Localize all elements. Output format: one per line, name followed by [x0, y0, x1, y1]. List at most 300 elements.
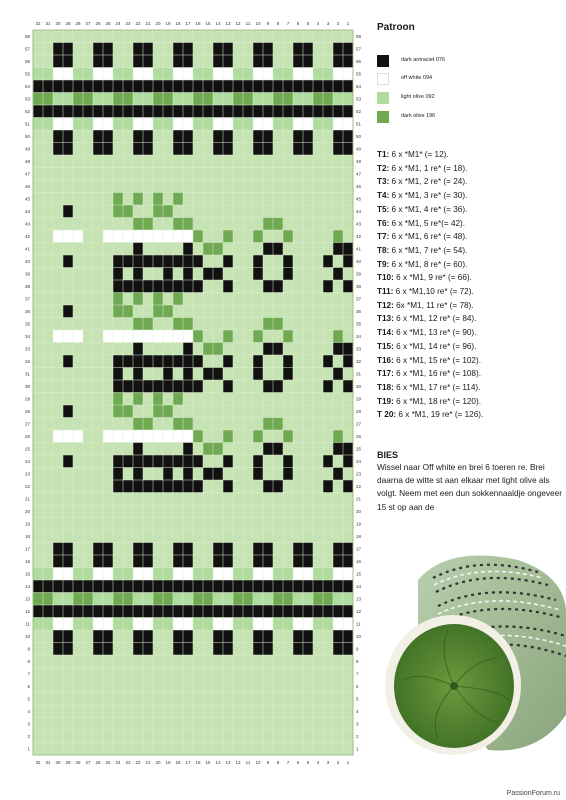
- chart-cell: [293, 605, 303, 618]
- chart-cell: [113, 618, 123, 631]
- chart-cell: [83, 105, 93, 118]
- chart-cell: [283, 268, 293, 281]
- chart-cell: [143, 543, 153, 556]
- row-number: 2: [356, 733, 359, 739]
- chart-cell: [253, 580, 263, 593]
- chart-cell: [143, 280, 153, 293]
- chart-cell: [223, 430, 233, 443]
- chart-cell: [103, 130, 113, 143]
- chart-cell: [163, 280, 173, 293]
- chart-cell: [333, 330, 343, 343]
- row-number: 8: [356, 658, 359, 664]
- chart-cell: [233, 105, 243, 118]
- chart-cell: [63, 130, 73, 143]
- row-number: 35: [356, 321, 362, 327]
- chart-cell: [213, 580, 223, 593]
- column-number: 1: [346, 760, 350, 765]
- chart-cell: [73, 105, 83, 118]
- chart-cell: [173, 555, 183, 568]
- column-number: 23: [125, 21, 131, 26]
- chart-cell: [133, 268, 143, 281]
- chart-cell: [213, 368, 223, 381]
- round-line: [377, 356, 566, 369]
- chart-cell: [213, 55, 223, 68]
- chart-cell: [233, 118, 243, 131]
- chart-cell: [293, 580, 303, 593]
- chart-cell: [173, 218, 183, 231]
- chart-cell: [213, 80, 223, 93]
- round-text: 6 x *M1, 6 re* (= 48).: [389, 232, 468, 242]
- chart-cell: [263, 480, 273, 493]
- chart-cell: [163, 68, 173, 81]
- chart-cell: [333, 580, 343, 593]
- chart-cell: [183, 443, 193, 456]
- chart-cell: [233, 80, 243, 93]
- chart-cell: [203, 568, 213, 581]
- chart-cell: [323, 568, 333, 581]
- chart-cell: [63, 593, 73, 606]
- chart-cell: [163, 568, 173, 581]
- chart-cell: [213, 443, 223, 456]
- chart-cell: [263, 418, 273, 431]
- chart-cell: [133, 280, 143, 293]
- chart-cell: [303, 555, 313, 568]
- chart-cell: [283, 580, 293, 593]
- row-number: 12: [24, 608, 30, 614]
- chart-cell: [163, 468, 173, 481]
- row-number: 50: [24, 133, 30, 139]
- chart-cell: [53, 543, 63, 556]
- chart-cell: [123, 380, 133, 393]
- chart-cell: [303, 593, 313, 606]
- row-number: 55: [24, 71, 30, 77]
- chart-cell: [143, 430, 153, 443]
- chart-cell: [223, 130, 233, 143]
- column-number: 13: [225, 760, 231, 765]
- row-number: 48: [24, 158, 30, 164]
- column-number: 19: [165, 760, 171, 765]
- chart-cell: [333, 130, 343, 143]
- row-number: 30: [24, 383, 30, 389]
- chart-cell: [273, 443, 283, 456]
- chart-cell: [323, 68, 333, 81]
- column-number: 10: [255, 21, 261, 26]
- chart-cell: [183, 605, 193, 618]
- round-text: 6 x *M1, 7 re* (= 54).: [389, 245, 468, 255]
- row-number: 27: [24, 421, 30, 427]
- chart-cell: [103, 230, 113, 243]
- row-number: 3: [356, 721, 359, 727]
- chart-cell: [63, 305, 73, 318]
- chart-cell: [283, 568, 293, 581]
- chart-cell: [263, 318, 273, 331]
- chart-cell: [253, 543, 263, 556]
- chart-cell: [193, 255, 203, 268]
- chart-cell: [193, 580, 203, 593]
- column-number: 3: [326, 21, 330, 26]
- row-number: 46: [356, 183, 362, 189]
- chart-cell: [263, 605, 273, 618]
- chart-cell: [113, 430, 123, 443]
- legend-label: off white 094: [401, 75, 433, 81]
- chart-cell: [113, 355, 123, 368]
- chart-cell: [143, 80, 153, 93]
- chart-cell: [283, 430, 293, 443]
- chart-cell: [143, 630, 153, 643]
- row-number: 7: [356, 671, 359, 677]
- chart-cell: [123, 618, 133, 631]
- chart-cell: [133, 193, 143, 206]
- chart-cell: [333, 143, 343, 156]
- chart-cell: [93, 630, 103, 643]
- legend-item: [377, 111, 566, 125]
- chart-cell: [43, 605, 53, 618]
- chart-cell: [273, 68, 283, 81]
- chart-cell: [133, 543, 143, 556]
- chart-cell: [183, 105, 193, 118]
- chart-cell: [313, 80, 323, 93]
- chart-cell: [283, 368, 293, 381]
- chart-cell: [223, 255, 233, 268]
- chart-cell: [273, 568, 283, 581]
- chart-cell: [113, 118, 123, 131]
- chart-cell: [153, 80, 163, 93]
- chart-cell: [283, 468, 293, 481]
- bies-text: Wissel naar Off white en brei 6 toeren re. Brei daarna de witte st aan elkaar met light olive als volgt. Neem met een dun sokkennaaldje ongeveer 15 st op aan de: [377, 462, 562, 512]
- chart-cell: [223, 580, 233, 593]
- column-number: 21: [145, 760, 151, 765]
- chart-cell: [173, 418, 183, 431]
- chart-cell: [173, 255, 183, 268]
- round-line: [377, 342, 566, 355]
- column-number: 11: [245, 21, 251, 26]
- row-number: 17: [24, 546, 30, 552]
- chart-cell: [193, 280, 203, 293]
- chart-cell: [293, 105, 303, 118]
- chart-cell: [163, 118, 173, 131]
- chart-cell: [93, 543, 103, 556]
- chart-cell: [343, 593, 353, 606]
- row-number: 56: [356, 58, 362, 64]
- chart-cell: [33, 118, 43, 131]
- chart-cell: [323, 355, 333, 368]
- chart-cell: [263, 218, 273, 231]
- chart-cell: [153, 605, 163, 618]
- chart-cell: [103, 630, 113, 643]
- row-number: 27: [356, 421, 362, 427]
- column-number: 26: [95, 760, 101, 765]
- row-number: 24: [24, 458, 30, 464]
- row-number: 22: [356, 483, 362, 489]
- chart-cell: [93, 555, 103, 568]
- row-number: 15: [356, 571, 362, 577]
- chart-cell: [103, 55, 113, 68]
- chart-cell: [73, 230, 83, 243]
- chart-cell: [103, 593, 113, 606]
- chart-cell: [193, 455, 203, 468]
- chart-cell: [113, 305, 123, 318]
- round-label: T16:: [377, 355, 394, 365]
- round-label: T11:: [377, 287, 394, 296]
- chart-cell: [323, 455, 333, 468]
- column-number: 22: [135, 760, 141, 765]
- chart-cell: [303, 630, 313, 643]
- chart-cell: [183, 43, 193, 56]
- chart-cell: [253, 468, 263, 481]
- chart-cell: [133, 430, 143, 443]
- chart-cell: [143, 605, 153, 618]
- chart-cell: [253, 130, 263, 143]
- row-number: 4: [27, 708, 30, 714]
- chart-cell: [183, 143, 193, 156]
- chart-cell: [253, 105, 263, 118]
- chart-cell: [133, 555, 143, 568]
- row-number: 29: [356, 396, 362, 402]
- row-number: 15: [24, 571, 30, 577]
- row-number: 10: [356, 633, 362, 639]
- round-line: [377, 219, 566, 232]
- chart-cell: [153, 380, 163, 393]
- chart-cell: [123, 605, 133, 618]
- chart-cell: [333, 230, 343, 243]
- round-line: [377, 273, 566, 286]
- round-label: T1:: [377, 150, 390, 159]
- round-text: 6 x *M1, 13 re* (= 90).: [393, 328, 477, 338]
- chart-cell: [63, 405, 73, 418]
- chart-cell: [143, 230, 153, 243]
- chart-cell: [263, 130, 273, 143]
- chart-cell: [123, 568, 133, 581]
- chart-cell: [303, 93, 313, 106]
- row-number: 30: [356, 383, 362, 389]
- chart-cell: [213, 143, 223, 156]
- chart-cell: [263, 555, 273, 568]
- chart-cell: [333, 55, 343, 68]
- chart-cell: [53, 330, 63, 343]
- chart-cell: [33, 80, 43, 93]
- legend-label: dark olive 196: [401, 113, 436, 119]
- row-number: 22: [24, 483, 30, 489]
- chart-cell: [293, 555, 303, 568]
- chart-cell: [53, 580, 63, 593]
- chart-cell: [153, 293, 163, 306]
- round-label: T15:: [377, 341, 394, 351]
- chart-cell: [173, 293, 183, 306]
- row-number: 14: [356, 583, 362, 589]
- row-number: 32: [356, 358, 362, 364]
- row-number: 47: [356, 171, 362, 177]
- chart-cell: [123, 230, 133, 243]
- column-number: 25: [105, 760, 111, 765]
- chart-cell: [323, 105, 333, 118]
- chart-cell: [303, 55, 313, 68]
- chart-cell: [53, 593, 63, 606]
- column-number: 16: [195, 21, 201, 26]
- chart-cell: [343, 605, 353, 618]
- chart-cell: [153, 105, 163, 118]
- chart-cell: [63, 330, 73, 343]
- chart-cell: [93, 93, 103, 106]
- row-number: 38: [356, 283, 362, 289]
- chart-cell: [163, 255, 173, 268]
- chart-cell: [53, 630, 63, 643]
- round-text: 6 x *M1, 18 re* (= 120).: [393, 396, 481, 406]
- chart-cell: [203, 80, 213, 93]
- column-number: 32: [35, 21, 41, 26]
- chart-cell: [83, 605, 93, 618]
- cushion-photo: [378, 540, 566, 770]
- chart-cell: [313, 568, 323, 581]
- chart-cell: [333, 643, 343, 656]
- row-number: 3: [27, 721, 30, 727]
- chart-cell: [133, 330, 143, 343]
- chart-cell: [303, 543, 313, 556]
- chart-cell: [93, 80, 103, 93]
- chart-cell: [183, 418, 193, 431]
- column-number: 15: [205, 21, 211, 26]
- chart-cell: [223, 280, 233, 293]
- chart-cell: [303, 80, 313, 93]
- row-number: 9: [27, 646, 30, 652]
- column-number: 31: [45, 760, 51, 765]
- chart-cell: [113, 605, 123, 618]
- row-number: 26: [356, 433, 362, 439]
- round-text: 6 x *M1, 1 re* (= 18).: [389, 163, 468, 173]
- chart-cell: [113, 293, 123, 306]
- row-number: 34: [24, 333, 30, 339]
- row-number: 4: [356, 708, 359, 714]
- chart-cell: [163, 105, 173, 118]
- chart-cell: [223, 480, 233, 493]
- chart-cell: [243, 68, 253, 81]
- row-number: 40: [356, 258, 362, 264]
- row-number: 20: [24, 508, 30, 514]
- chart-cell: [183, 480, 193, 493]
- chart-cell: [113, 480, 123, 493]
- chart-cell: [143, 93, 153, 106]
- column-number: 32: [35, 760, 41, 765]
- column-number: 15: [205, 760, 211, 765]
- chart-cell: [143, 455, 153, 468]
- chart-cell: [223, 593, 233, 606]
- chart-cell: [313, 618, 323, 631]
- chart-cell: [193, 480, 203, 493]
- chart-cell: [153, 68, 163, 81]
- row-number: 43: [24, 221, 30, 227]
- column-number: 25: [105, 21, 111, 26]
- chart-cell: [83, 118, 93, 131]
- chart-cell: [53, 130, 63, 143]
- chart-cell: [333, 468, 343, 481]
- chart-cell: [263, 543, 273, 556]
- chart-cell: [203, 243, 213, 256]
- chart-cell: [43, 105, 53, 118]
- chart-cell: [183, 80, 193, 93]
- row-number: 51: [24, 121, 30, 127]
- chart-cell: [343, 355, 353, 368]
- column-number: 24: [115, 760, 121, 765]
- column-number: 22: [135, 21, 141, 26]
- chart-cell: [63, 143, 73, 156]
- chart-cell: [283, 230, 293, 243]
- chart-cell: [83, 618, 93, 631]
- chart-cell: [273, 343, 283, 356]
- chart-cell: [283, 118, 293, 131]
- row-number: 52: [24, 108, 30, 114]
- round-line: [377, 260, 566, 273]
- column-number: 19: [165, 21, 171, 26]
- row-number: 49: [356, 146, 362, 152]
- row-number: 41: [356, 246, 362, 252]
- round-line: [377, 246, 566, 259]
- column-number: 29: [65, 21, 71, 26]
- chart-cell: [193, 330, 203, 343]
- chart-cell: [63, 643, 73, 656]
- chart-cell: [143, 330, 153, 343]
- chart-cell: [333, 593, 343, 606]
- pattern-title: Patroon: [377, 22, 415, 33]
- chart-cell: [233, 618, 243, 631]
- round-label: T19:: [377, 396, 394, 406]
- chart-cell: [283, 255, 293, 268]
- chart-cell: [163, 430, 173, 443]
- chart-cell: [183, 130, 193, 143]
- chart-cell: [223, 555, 233, 568]
- legend-item: [377, 55, 566, 69]
- chart-cell: [263, 80, 273, 93]
- chart-cell: [113, 193, 123, 206]
- chart-cell: [53, 143, 63, 156]
- chart-cell: [243, 118, 253, 131]
- chart-cell: [203, 468, 213, 481]
- chart-cell: [73, 68, 83, 81]
- legend-swatch: [377, 55, 389, 67]
- row-number: 53: [24, 96, 30, 102]
- chart-cell: [253, 268, 263, 281]
- chart-cell: [123, 205, 133, 218]
- chart-cell: [203, 605, 213, 618]
- chart-cell: [93, 130, 103, 143]
- chart-cell: [203, 118, 213, 131]
- chart-cell: [123, 455, 133, 468]
- row-number: 16: [24, 558, 30, 564]
- chart-cell: [263, 630, 273, 643]
- chart-cell: [223, 43, 233, 56]
- chart-cell: [183, 218, 193, 231]
- chart-cell: [203, 580, 213, 593]
- chart-cell: [253, 55, 263, 68]
- chart-cell: [263, 105, 273, 118]
- row-number: 13: [24, 596, 30, 602]
- chart-cell: [213, 105, 223, 118]
- column-number: 2: [336, 21, 340, 26]
- chart-cell: [143, 318, 153, 331]
- legend-swatch: [377, 73, 389, 85]
- chart-cell: [243, 605, 253, 618]
- chart-cell: [183, 643, 193, 656]
- row-number: 49: [24, 146, 30, 152]
- row-number: 42: [24, 233, 30, 239]
- round-text: 6 x *M1, 19 re* (= 126).: [396, 410, 484, 420]
- chart-cell: [103, 605, 113, 618]
- chart-cell: [153, 230, 163, 243]
- column-number: 1: [346, 21, 350, 26]
- row-number: 58: [24, 33, 30, 39]
- chart-cell: [193, 568, 203, 581]
- chart-cell: [223, 80, 233, 93]
- chart-cell: [143, 143, 153, 156]
- chart-cell: [73, 430, 83, 443]
